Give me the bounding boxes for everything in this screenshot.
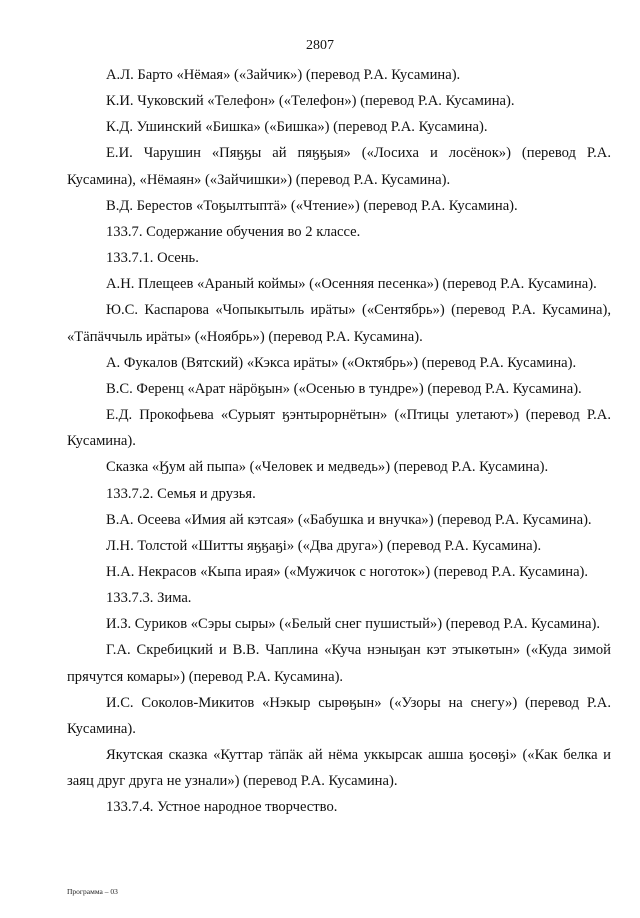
paragraph: К.Д. Ушинский «Бишка» («Бишка») (перевод Р.А. Кусамина).: [106, 119, 488, 136]
paragraph: И.З. Суриков «Сэры сыры» («Белый снег пушистый») (перевод Р.А. Кусамина).: [106, 616, 601, 633]
paragraph: В.Д. Берестов «Тоӄылтыптä» («Чтение») (перевод Р.А. Кусамина).: [106, 197, 518, 214]
paragraph: Ю.С. Каспарова «Чопыкытыль ирäты» («Сентябрь») (перевод Р.А. Кусамина), «Тäпäччыль ирäты» («Ноябрь») (перевод Р.А. Кусамина).: [67, 302, 611, 345]
footer-label: Программа – 03: [67, 887, 118, 896]
subsection-heading: 133.7.4. Устное народное творчество.: [106, 799, 338, 816]
paragraph: Е.Д. Прокофьева «Сурыят ӄэнтырорнётын» («Птицы улетают») (перевод Р.А. Кусамина).: [67, 407, 611, 450]
subsection-heading: 133.7.1. Осень.: [106, 250, 199, 267]
paragraph: Сказка «Ӄум ай пыпа» («Человек и медведь») (перевод Р.А. Кусамина).: [106, 459, 549, 476]
paragraph: В.А. Осеева «Имия ай кэтсая» («Бабушка и внучка») (перевод Р.А. Кусамина).: [106, 511, 592, 528]
paragraph: А. Фукалов (Вятский) «Кэкса ирäты» («Октябрь») (перевод Р.А. Кусамина).: [106, 354, 577, 371]
paragraph: А.Л. Барто «Нёмая» («Зайчик») (перевод Р.А. Кусамина).: [106, 67, 461, 83]
subsection-heading: 133.7.2. Семья и друзья.: [106, 485, 256, 502]
section-heading: 133.7. Содержание обучения во 2 классе.: [106, 223, 361, 240]
paragraph: Е.И. Чарушин «Пяӄӄы ай пяӄӄыя» («Лосиха и лосёнок») (перевод Р.А. Кусамина), «Нёмаян» («Зайчишки») (перевод Р.А. Кусамина).: [67, 145, 611, 188]
paragraph: Г.А. Скребицкий и В.В. Чаплина «Куча нэныӄан кэт этыкөтын» («Куда зимой прячутся комары») (перевод Р.А. Кусамина).: [67, 642, 611, 685]
page-number: 2807: [306, 38, 334, 53]
paragraph: А.Н. Плещеев «Араный коймы» («Осенняя песенка») (перевод Р.А. Кусамина).: [106, 276, 597, 293]
paragraph: К.И. Чуковский «Телефон» («Телефон») (перевод Р.А. Кусамина).: [106, 93, 515, 110]
paragraph: Якутская сказка «Куттар тäпäк ай нёма уккырсак ашша ӄосөӄі» («Как белка и заяц друг друга не узнали») (перевод Р.А. Кусамина).: [67, 747, 611, 790]
paragraph: Н.А. Некрасов «Кыпа ирая» («Мужичок с ноготок») (перевод Р.А. Кусамина).: [106, 563, 589, 580]
paragraph: И.С. Соколов-Микитов «Нэкыр сырөӄын» («Узоры на снегу») (перевод Р.А. Кусамина).: [67, 694, 611, 737]
paragraph: Л.Н. Толстой «Шитты яӄӄаӄі» («Два друга») (перевод Р.А. Кусамина).: [106, 537, 542, 554]
document-body: [67, 62, 611, 821]
paragraph: В.С. Ференц «Арат нäрӧӄын» («Осенью в тундре») (перевод Р.А. Кусамина).: [106, 380, 582, 397]
subsection-heading: 133.7.3. Зима.: [106, 590, 192, 607]
